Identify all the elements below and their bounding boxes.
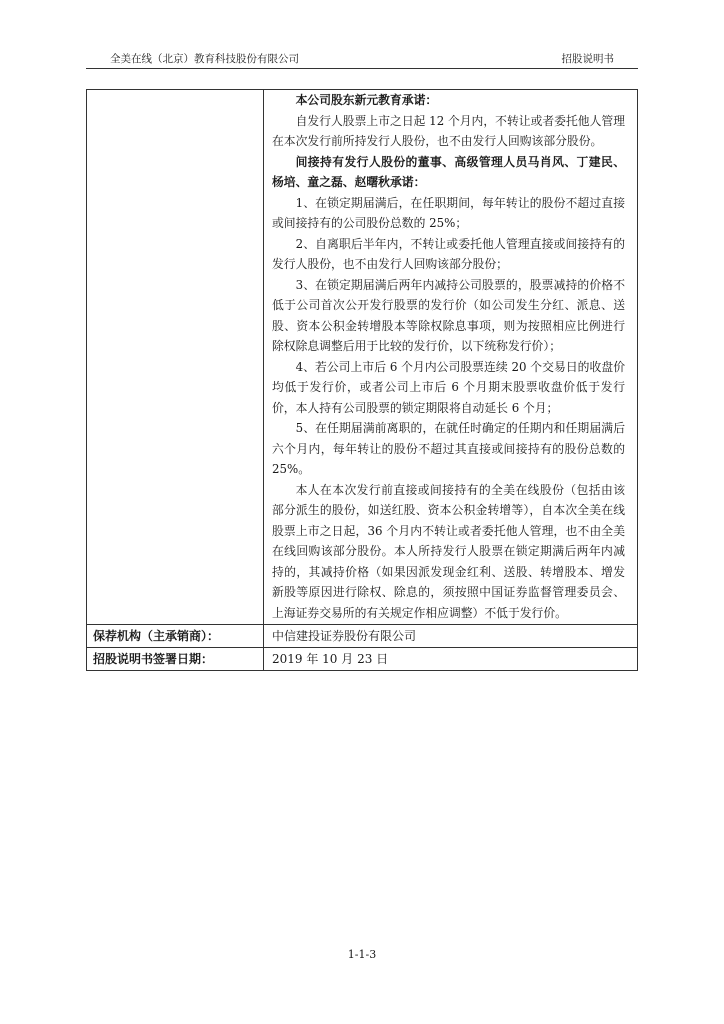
commitment-content-cell	[264, 90, 638, 625]
commitment-paragraph: 间接持有发行人股份的董事、高级管理人员马肖风、丁建民、杨培、童之磊、赵曙秋承诺：	[272, 154, 625, 189]
commitment-paragraph: 本人在本次发行前直接或间接持有的全美在线股份（包括由该部分派生的股份，如送红股、资本公积金转增等），自本次全美在线股票上市之日起，36 个月内不转让或者委托他人管理，也不由全美在线回购该部分股份。本人所持发行人股票在锁定期满后两年内减持的，其减持价格（如果因派发现金红利、送股、转增股本、增发新股等原因进行除权、除息的，须按照中国证券监督管理委员会、上海证券交易所的有关规定作相应调整）不低于发行价。	[272, 482, 625, 620]
page-header	[86, 52, 638, 69]
commitment-paragraph: 5、在任期届满前离职的，在就任时确定的任期内和任期届满后六个月内，每年转让的股份不超过其直接或间接持有的股份总数的 25%。	[272, 421, 625, 476]
sponsor-label: 保荐机构（主承销商）：	[87, 625, 264, 648]
commitment-paragraph: 2、自离职后半年内，不转让或委托他人管理直接或间接持有的发行人股份，也不由发行人回购该部分股份；	[272, 236, 625, 271]
commitment-label-cell	[87, 90, 264, 625]
document-type: 招股说明书	[561, 53, 614, 65]
sign-date-row	[87, 648, 638, 671]
commitment-paragraph: 3、在锁定期届满后两年内减持公司股票的，股票减持的价格不低于公司首次公开发行股票的发行价（如公司发生分红、派息、送股、资本公积金转增股本等除权除息事项，则为按照相应比例进行除权除息调整后用于比较的发行价，以下统称发行价）；	[272, 277, 625, 353]
sign-date-label: 招股说明书签署日期：	[87, 648, 264, 671]
commitment-paragraph: 自发行人股票上市之日起 12 个月内，不转让或者委托他人管理在本次发行前所持发行人股份，也不由发行人回购该部分股份。	[272, 113, 625, 148]
page-number: 1-1-3	[347, 948, 377, 961]
info-table	[86, 89, 638, 671]
sponsor-value: 中信建投证券股份有限公司	[264, 625, 638, 648]
sponsor-row	[87, 625, 638, 648]
commitment-row	[87, 90, 638, 625]
commitment-paragraph: 本公司股东新元教育承诺：	[295, 93, 438, 107]
company-name: 全美在线（北京）教育科技股份有限公司	[110, 53, 299, 65]
commitment-paragraph: 1、在锁定期届满后，在任职期间，每年转让的股份不超过直接或间接持有的公司股份总数的 25%；	[272, 195, 625, 230]
commitment-paragraph: 4、若公司上市后 6 个月内公司股票连续 20 个交易日的收盘价均低于发行价，或者公司上市后 6 个月期末股票收盘价低于发行价，本人持有公司股票的锁定期限将自动延长 6 个月；	[272, 359, 625, 415]
sign-date-value: 2019 年 10 月 23 日	[264, 648, 638, 671]
